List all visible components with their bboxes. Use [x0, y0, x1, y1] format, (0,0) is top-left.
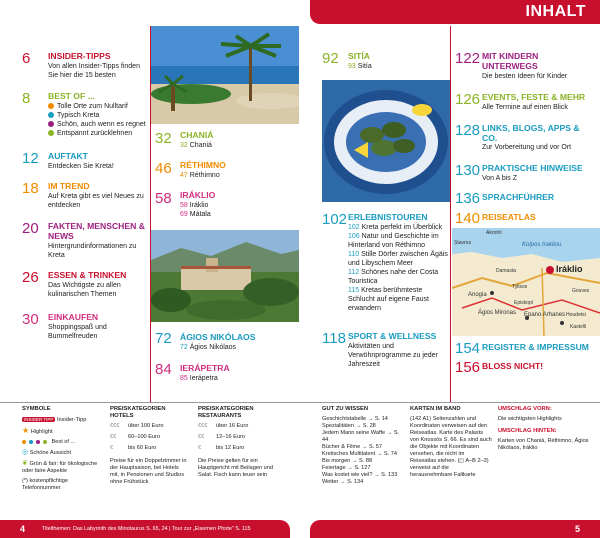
- section-desc: Aktivitäten und Verwöhnprogramme zu jeder Jahreszeit: [348, 343, 438, 368]
- page-number: 58: [155, 190, 172, 207]
- section-title[interactable]: REGISTER & IMPRESSUM: [482, 342, 589, 352]
- section-desc: Das Wichtigste zu allen kulinarischen Themen: [48, 282, 121, 298]
- page-number: 136: [455, 190, 481, 207]
- section-title[interactable]: SPORT & WELLNESS: [348, 331, 437, 341]
- page-number: 130: [455, 162, 481, 179]
- legend-item: Best of ...: [22, 439, 100, 446]
- orange-dot-icon: [48, 103, 54, 109]
- page-number-right: 5: [574, 524, 580, 534]
- legend-item: ◎ Schöne Aussicht: [22, 449, 72, 456]
- sub-entry: 32 Chaniá: [180, 142, 212, 149]
- section-title[interactable]: ÁGIOS NIKÓLAOS: [180, 332, 256, 342]
- map-label: Houdetsi: [566, 312, 586, 318]
- page-number: 32: [155, 130, 172, 147]
- section-title[interactable]: REISEATLAS: [482, 212, 536, 222]
- section-title[interactable]: BLOSS NICHT!: [482, 361, 544, 371]
- star-icon: ★: [22, 426, 30, 435]
- page-number: 126: [455, 91, 481, 108]
- section-title[interactable]: CHANIÁ: [180, 130, 214, 140]
- sub-entry: 115 Kretas berühmteste Schlucht auf eigene Faust erwandern: [348, 287, 429, 312]
- header-bar: [310, 0, 600, 24]
- section-desc: Hintergrundinformationen zu Kreta: [48, 243, 137, 259]
- map-label: Kastelli: [570, 324, 587, 330]
- photo-dolmades-plate: [322, 80, 450, 202]
- maps-info: KARTEN IM BAND (142 A1) Seitenzahlen und Koordinaten verweisen auf den Reiseatlas. Karte des Palasts von Knossós S. 66. Es sind auch die Objekte mit Koordinaten versehen, die nicht im Reiseatlas stehen. (◻ A–B 2–3) verweist auf die herausnehmbare Faltkarte: [410, 406, 492, 478]
- sub-entry: 112 Schönes nahe der Costa Touristica: [348, 269, 439, 285]
- sub-entry: 102 Kreta perfekt im Überblick: [348, 224, 443, 231]
- page-title: INHALT: [525, 3, 586, 20]
- section-title[interactable]: EVENTS, FESTE & MEHR: [482, 92, 586, 102]
- legend-item: INSIDER TIPP Insider-Tipp: [24, 417, 87, 423]
- sub-entry: 110 Stille Dörfer zwischen Ägäis und Libyschem Meer: [348, 251, 448, 267]
- section-desc: Von A bis Z: [482, 175, 518, 182]
- best-of-list: [48, 102, 148, 138]
- photo-palm-beach: [151, 26, 299, 124]
- section-title[interactable]: EINKAUFEN: [48, 312, 99, 322]
- page-number: 30: [22, 311, 39, 328]
- footer-text: Titelthemen: Das Labyrinth des Minotaurus S. 65, 24 | Tour zur „Eisernen Pforte" S. 115: [42, 526, 251, 532]
- hotel-price-legend: PREISKATEGORIEN HOTELS €€€ über 100 Euro €€ 60–100 Euro € bis 60 Euro Preise für ein Doppelzimmer in der Hauptsaison, bei Hotels mit, in Pensionen und Studios ohne Frühstück: [110, 406, 187, 485]
- page-number: 8: [22, 90, 31, 107]
- section-desc: Die besten Ideen für Kinder: [482, 73, 568, 80]
- section-desc: Zur Vorbereitung und vor Ort: [482, 144, 572, 151]
- sub-entry: 58 Iráklio: [180, 202, 209, 209]
- legend-item: (*) kostenpflichtige Telefonnummer: [22, 478, 69, 491]
- sub-entry: 69 Mátala: [180, 211, 211, 218]
- page-number: 18: [22, 180, 39, 197]
- page-number: 92: [322, 50, 339, 67]
- purple-dot-icon: [48, 121, 54, 127]
- map-label: Epano Arhanes: [524, 312, 566, 318]
- section-desc: Auf Kreta gibt es viel Neues zu entdecken: [48, 193, 144, 209]
- legend-title: KARTEN IM BAND: [410, 406, 461, 412]
- legend-note: Preise für ein Doppelzimmer in der Hauptsaison, bei Hotels mit, in Pensionen und Studios ohne Frühstück: [110, 458, 187, 485]
- legend-title: GUT ZU WISSEN: [322, 406, 369, 412]
- list-item: Tolle Orte zum Nulltarif: [48, 102, 148, 111]
- map-label: Damasta: [496, 268, 517, 274]
- section-title[interactable]: AUFTAKT: [48, 151, 88, 161]
- legend-title: UMSCHLAG VORN:: [498, 406, 552, 412]
- page-number: 6: [22, 50, 31, 67]
- tour-list: [348, 223, 448, 313]
- phone-marker: (*): [22, 478, 28, 484]
- page-number-left: 4: [20, 524, 26, 534]
- leaf-icon: ❦: [22, 460, 28, 467]
- list-item: Entspannt zurücklehnen: [48, 129, 148, 138]
- page-number: 122: [455, 50, 481, 67]
- map-label: Akrotiri: [486, 230, 502, 236]
- sub-entry: 93 Sitía: [348, 63, 372, 70]
- list-item: Schön, auch wenn es regnet: [48, 120, 148, 129]
- view-icon: ◎: [22, 449, 29, 456]
- green-dot-icon: [48, 130, 54, 136]
- divider: [0, 402, 600, 403]
- sub-entry: 72 Ágios Nikólaos: [180, 344, 237, 351]
- legend-title: SYMBOLE: [22, 406, 51, 412]
- section-title[interactable]: IERÁPETRA: [180, 363, 230, 373]
- map-label: Episkopí: [514, 300, 534, 306]
- section-title[interactable]: BEST OF ...: [48, 91, 95, 101]
- page-number: 128: [455, 122, 481, 139]
- column-divider: [450, 26, 451, 402]
- map-label: Tylisos: [512, 284, 528, 290]
- section-title[interactable]: PRAKTISCHE HINWEISE: [482, 163, 583, 173]
- section-title[interactable]: SITÍA: [348, 51, 370, 61]
- good-to-know-list: GUT ZU WISSEN Geschichtstabelle → S. 14 Spezialitäten → S. 28 Jedem Mann seine Waffe → S. 44 Bücher & Filme → S. 57 Kretisches Multitalent → S. 74 Bis morgen → S. 88 Feiertage → S. 127 Was kostet wie viel? → S. 133 Wetter → S. 134: [322, 406, 404, 486]
- page-number: 46: [155, 160, 172, 177]
- section-title[interactable]: RÉTHIMNO: [180, 160, 226, 170]
- section-title[interactable]: IM TREND: [48, 181, 90, 191]
- sub-entry: 85 Ierápetra: [180, 375, 218, 382]
- legend-title: PREISKATEGORIEN HOTELS: [110, 406, 166, 419]
- sub-entry: 47 Réthimno: [180, 172, 220, 179]
- legend-title: UMSCHLAG HINTEN:: [498, 428, 557, 434]
- legend-title: PREISKATEGORIEN RESTAURANTS: [198, 406, 254, 419]
- page-number: 102: [322, 211, 348, 228]
- section-title[interactable]: FAKTEN, MENSCHEN & NEWS: [48, 221, 145, 241]
- section-title[interactable]: SPRACHFÜHRER: [482, 192, 555, 202]
- restaurant-price-legend: PREISKATEGORIEN RESTAURANTS €€€ über 16 Euro €€ 12–16 Euro € bis 12 Euro Die Preise gelten für ein Hauptgericht mit Beilagen und Salat. Fisch kann teuer sein: [198, 406, 278, 479]
- page-number: 12: [22, 150, 39, 167]
- map-label: Kolpos Irakliou: [522, 242, 562, 248]
- best-of-dots-icon: [43, 440, 47, 444]
- section-title[interactable]: ERLEBNISTOUREN: [348, 212, 428, 222]
- page-number: 156: [455, 359, 481, 376]
- map-label: Anogia: [468, 292, 487, 298]
- page-number: 118: [322, 330, 346, 347]
- section-desc: Entdecken Sie Kreta!: [48, 163, 114, 170]
- page-number: 26: [22, 269, 39, 286]
- legend-note: Die Preise gelten für ein Hauptgericht mit Beilagen und Salat. Fisch kann teuer sein: [198, 458, 273, 478]
- footer-right: [310, 520, 600, 538]
- page-number: 154: [455, 340, 481, 357]
- section-desc: Alle Termine auf einen Blick: [482, 104, 568, 111]
- page-number: 84: [155, 361, 172, 378]
- section-desc: Von allen Insider-Tipps finden Sie hier die 15 besten: [48, 63, 140, 79]
- list-item: Typisch Kreta: [48, 111, 148, 120]
- section-title[interactable]: IRÁKLIO: [180, 190, 216, 200]
- symbols-legend: [22, 406, 100, 492]
- map-label: Ágios Mironas: [478, 310, 517, 316]
- section-title[interactable]: MIT KINDERN UNTERWEGS: [482, 51, 539, 71]
- section-title[interactable]: LINKS, BLOGS, APPS & CO.: [482, 123, 580, 143]
- section-title[interactable]: INSIDER-TIPPS: [48, 51, 111, 61]
- atlas-map: [452, 228, 600, 336]
- page-number: 140: [455, 210, 481, 227]
- section-title[interactable]: ESSEN & TRINKEN: [48, 270, 127, 280]
- footer-left: [0, 520, 290, 538]
- map-label: Gouves: [572, 288, 590, 294]
- photo-monastery: [151, 230, 299, 322]
- legend-item: ★ Highlight: [22, 426, 53, 435]
- section-desc: Shoppingspaß und Bummelfreuden: [48, 324, 107, 340]
- page-number: 72: [155, 330, 172, 347]
- map-label: Stavros: [454, 240, 471, 246]
- insider-tipp-badge-icon: INSIDER TIPP: [24, 417, 54, 422]
- blue-dot-icon: [48, 112, 54, 118]
- map-label: Iráklio: [556, 264, 583, 274]
- sub-entry: 106 Natur und Geschichte im Hinterland von Réthimno: [348, 233, 439, 249]
- page-number: 20: [22, 220, 39, 237]
- cover-info: UMSCHLAG VORN: Die wichtigsten Highlights UMSCHLAG HINTEN: Karten von Chaniá, Réthimno, Ágios Nikólaos, Iráklio: [498, 406, 594, 452]
- legend-item: ❦ Grün & fair: für ökologische oder faire Aspekte: [22, 460, 98, 474]
